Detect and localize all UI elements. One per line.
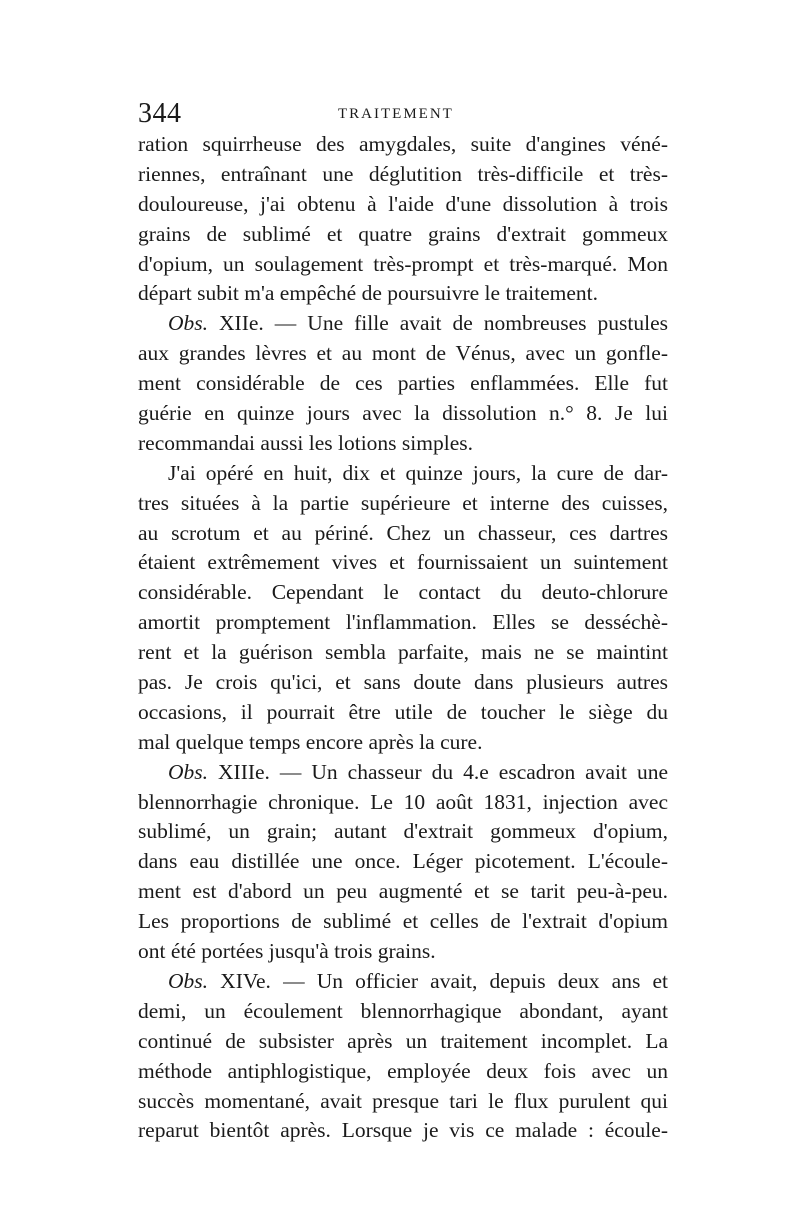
text-line: continué de subsister après un traitement incomplet. La <box>138 1028 668 1053</box>
text-line: Les proportions de sublimé et celles de l'extrait d'opium <box>138 909 668 934</box>
text-line: guérie en quinze jours avec la dissolution n.° 8. Je lui <box>138 401 668 426</box>
text-line: reparut bientôt après. Lorsque je vis ce malade : écoule- <box>138 1118 668 1143</box>
body-text <box>138 130 668 1146</box>
text-line: rent et la guérison sembla parfaite, mais ne se maintint <box>138 640 668 665</box>
text-line: mal quelque temps encore après la cure. <box>138 729 483 754</box>
text-line: succès momentané, avait presque tari le flux purulent qui <box>138 1088 668 1113</box>
observation-heading-line: Obs. XIIIe. — Un chasseur du 4.e escadron avait une <box>168 759 668 784</box>
page-number: 344 <box>138 98 182 129</box>
text-line: méthode antiphlogistique, employée deux fois avec un <box>138 1058 668 1083</box>
text-line: aux grandes lèvres et au mont de Vénus, avec un gonfle- <box>138 341 668 366</box>
text-line: sublimé, un grain; autant d'extrait gommeux d'opium, <box>138 819 668 844</box>
text-line: considérable. Cependant le contact du deuto-chlorure <box>138 580 668 605</box>
paragraph-start-line: J'ai opéré en huit, dix et quinze jours, la cure de dar- <box>168 460 668 485</box>
running-head: TRAITEMENT <box>338 106 454 122</box>
text-line: étaient extrêmement vives et fournissaient un suintement <box>138 550 668 575</box>
text-line: d'opium, un soulagement très-prompt et très-marqué. Mon <box>138 251 668 276</box>
text-line: tres situées à la partie supérieure et interne des cuisses, <box>138 490 668 515</box>
text-line: douloureuse, j'ai obtenu à l'aide d'une dissolution à trois <box>138 191 668 216</box>
text-line: au scrotum et au périné. Chez un chasseur, ces dartres <box>138 520 668 545</box>
text-line: pas. Je crois qu'ici, et sans doute dans plusieurs autres <box>138 670 668 695</box>
text-line: amortit promptement l'inflammation. Elles se desséchè- <box>138 610 668 635</box>
text-line: ment considérable de ces parties enflammées. Elle fut <box>138 371 668 396</box>
observation-heading-line: Obs. XIIe. — Une fille avait de nombreuses pustules <box>168 311 668 336</box>
obs-abbreviation: Obs. <box>168 311 209 336</box>
observation-heading-line: Obs. XIVe. — Un officier avait, depuis deux ans et <box>168 968 668 993</box>
text-line: ont été portées jusqu'à trois grains. <box>138 939 436 964</box>
text-line: ment est d'abord un peu augmenté et se tarit peu-à-peu. <box>138 879 668 904</box>
text-line: blennorrhagie chronique. Le 10 août 1831, injection avec <box>138 789 668 814</box>
text-line: occasions, il pourrait être utile de toucher le siège du <box>138 699 668 724</box>
obs-abbreviation: Obs. <box>168 968 209 993</box>
text-line: départ subit m'a empêché de poursuivre le traitement. <box>138 281 598 306</box>
text-line: dans eau distillée une once. Léger picotement. L'écoule- <box>138 849 668 874</box>
text-line: riennes, entraînant une déglutition très-difficile et très- <box>138 161 668 186</box>
text-line: ration squirrheuse des amygdales, suite d'angines véné- <box>138 132 668 156</box>
text-line: grains de sublimé et quatre grains d'extrait gommeux <box>138 221 668 246</box>
text-line: demi, un écoulement blennorrhagique abondant, ayant <box>138 998 668 1023</box>
obs-abbreviation: Obs. <box>168 759 209 784</box>
text-line: recommandai aussi les lotions simples. <box>138 430 473 455</box>
page-header <box>138 98 668 128</box>
